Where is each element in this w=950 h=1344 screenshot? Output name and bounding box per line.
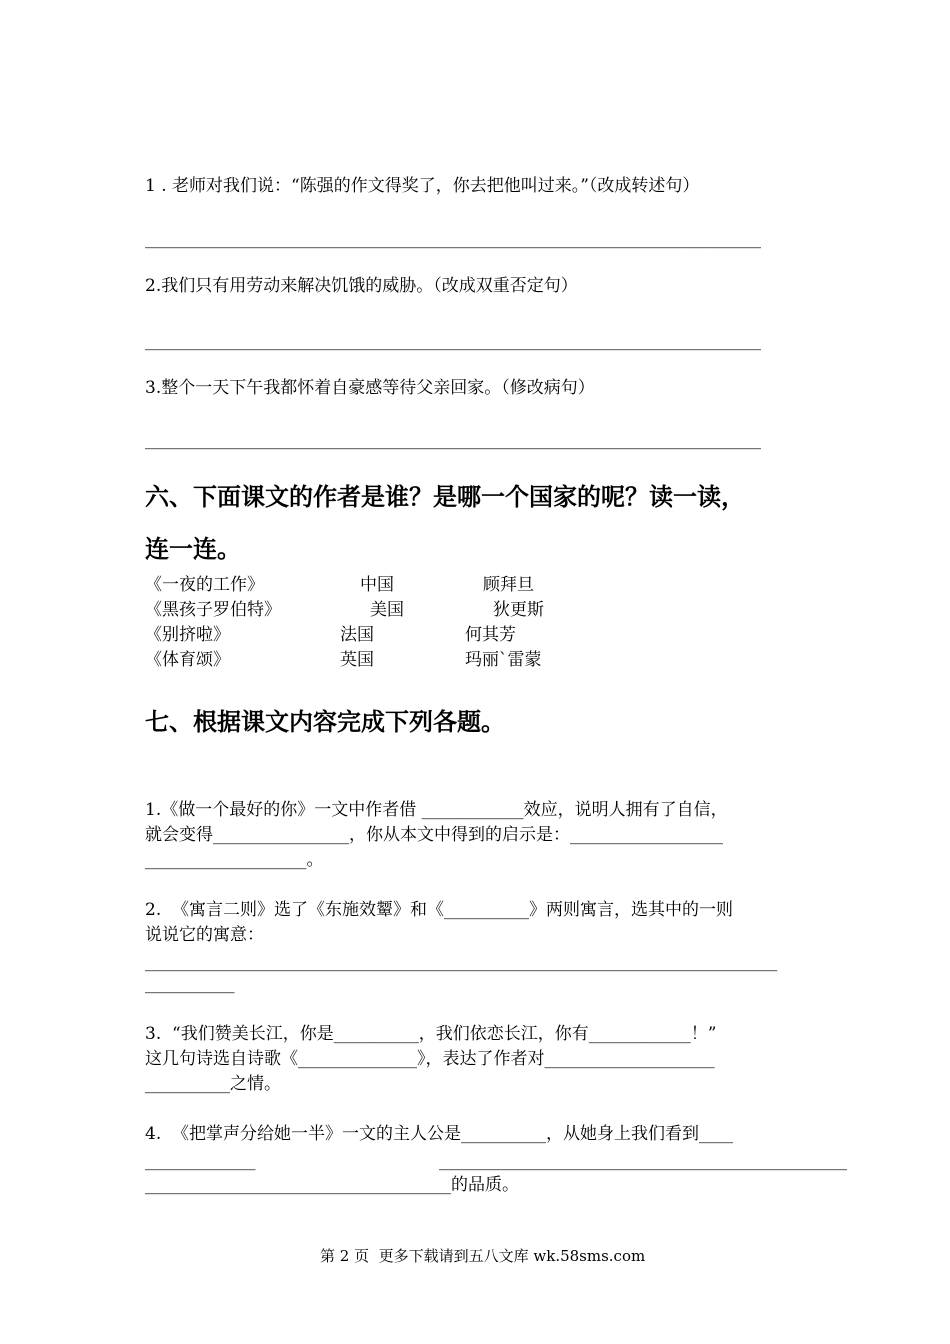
section-6-heading-line1: 六、下面课文的作者是谁？是哪一个国家的呢？读一读，: [145, 483, 745, 511]
section-6-heading-line2: 连一连。: [145, 535, 241, 563]
country-name: 英国: [340, 650, 374, 670]
question-5-3: 3.整个一天下午我都怀着自豪感等待父亲回家。（修改病句）: [145, 378, 595, 398]
work-title: 《体育颂》: [145, 650, 230, 670]
section-7-heading: 七、根据课文内容完成下列各题。: [145, 708, 505, 736]
country-name: 中国: [360, 575, 394, 595]
answer-line-7-2b: ___________: [145, 974, 235, 994]
question-7-2-line2: 说说它的寓意：: [145, 925, 264, 945]
question-7-3-line2: 这几句诗选自诗歌《______________》，表达了作者对____________________: [145, 1049, 715, 1069]
question-7-1-line1: 1.《做一个最好的你》一文中作者借 ____________效应，说明人拥有了自信，: [145, 800, 728, 820]
answer-line-5-1: ____________________________________________________________________________: [145, 229, 761, 249]
question-7-3-line3: __________之情。: [145, 1074, 281, 1094]
question-5-1: 1 . 老师对我们说：“陈强的作文得奖了，你去把他叫过来。”（改成转述句）: [145, 176, 700, 196]
author-name: 何其芳: [465, 625, 516, 645]
author-name: 玛丽`雷蒙: [465, 650, 542, 670]
country-name: 法国: [340, 625, 374, 645]
question-7-4-line2b: ________________________________________________: [439, 1151, 847, 1171]
question-7-1-line3: ___________________。: [145, 850, 324, 870]
author-name: 狄更斯: [493, 600, 544, 620]
question-7-1-line2: 就会变得________________，你从本文中得到的启示是：__________________: [145, 825, 723, 845]
question-7-4-line3: ____________________________________的品质。: [145, 1175, 519, 1195]
question-7-3-line1: 3. “我们赞美长江，你是__________，我们依恋长江，你有____________！”: [145, 1024, 717, 1044]
country-name: 美国: [370, 600, 404, 620]
question-5-2: 2.我们只有用劳动来解决饥饿的威胁。（改成双重否定句）: [145, 276, 578, 296]
work-title: 《一夜的工作》: [145, 575, 264, 595]
author-name: 顾拜旦: [483, 575, 534, 595]
answer-line-7-2a: ______________________________________________________________________________: [145, 952, 777, 972]
question-7-4-line1: 4. 《把掌声分给她一半》一文的主人公是__________，从她身上我们看到____: [145, 1124, 734, 1144]
answer-line-5-3: ____________________________________________________________________________: [145, 430, 761, 450]
page-footer: 第 2 页 更多下载请到五八文库 wk.58sms.com: [320, 1247, 646, 1265]
answer-line-5-2: ____________________________________________________________________________: [145, 331, 761, 351]
question-7-2-line1: 2. 《寓言二则》选了《东施效颦》和《__________》两则寓言，选其中的一则: [145, 900, 734, 920]
question-7-4-line2a: _____________: [145, 1151, 256, 1171]
work-title: 《黑孩子罗伯特》: [145, 600, 281, 620]
work-title: 《别挤啦》: [145, 625, 230, 645]
